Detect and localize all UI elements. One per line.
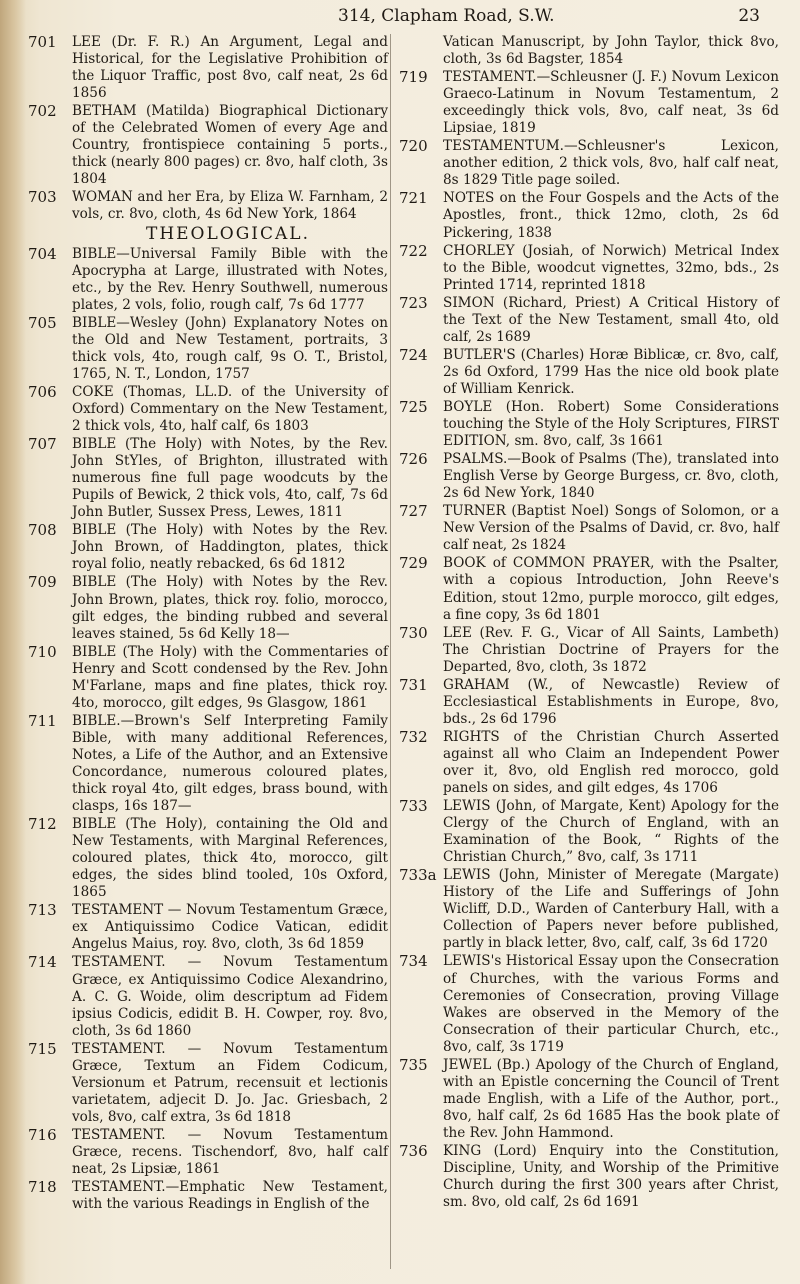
catalogue-entry — [28, 34, 388, 102]
catalogue-entry — [399, 451, 779, 502]
catalogue-entry — [28, 189, 388, 223]
entry-number: 701 — [28, 33, 57, 51]
catalogue-entry — [399, 295, 779, 346]
entry-number: 706 — [28, 382, 57, 401]
entry-number: 726 — [399, 450, 428, 469]
catalogue-entry — [399, 69, 779, 137]
catalogue-entry — [399, 1143, 779, 1211]
entry-text: Vatican Manuscript, by John Taylor, thick 8vo, cloth, 3s 6d Bagster, 1854 — [443, 34, 779, 68]
catalogue-entry — [28, 1041, 388, 1126]
left-column — [28, 34, 388, 1214]
entry-text: BETHAM (Matilda) Biographical Dictionary of the Celebrated Women of every Age and Country, frontispiece containing 5 ports., thick (nearly 800 pages) cr. 8vo, half cloth, 3s 1804 — [72, 103, 388, 188]
entry-text: TESTAMENT.—Emphatic New Testament, with the various Readings in English of the — [72, 1179, 388, 1213]
catalogue-entry — [28, 954, 388, 1039]
entry-number: 733 — [399, 797, 428, 816]
entry-number: 719 — [399, 68, 428, 87]
catalogue-entry — [399, 1057, 779, 1142]
entry-text: TESTAMENT. — Novum Testamentum Græce, Textum an Fidem Codicum, Versionum et Patrum, recensuit et lectionis varietatem, adjecit D. Jo. Jac. Griesbach, 2 vols, 8vo, calf extra, 3s 6d 1818 — [72, 1040, 388, 1125]
entry-number: 713 — [28, 901, 57, 920]
entry-number: 731 — [399, 675, 428, 694]
entry-number: 724 — [399, 345, 428, 364]
entry-number: 714 — [28, 953, 57, 972]
catalogue-entry — [399, 138, 779, 189]
entry-number: 735 — [399, 1055, 428, 1074]
entry-text: LEWIS (John, Minister of Meregate (Margate) History of the Life and Sufferings of John Wicliff, D.D., Warden of Canterbury Hall, with a Collection of Papers never before published, partly in black letter, 8vo, calf, calf, 3s 6d 1720 — [443, 867, 779, 952]
entry-text: BIBLE—Wesley (John) Explanatory Notes on the Old and New Testament, portraits, 3 thick vols, 4to, rough calf, 9s O. T., Bristol, 1765, N. T., London, 1757 — [72, 314, 388, 382]
catalogue-entry — [399, 243, 779, 294]
entry-number: 704 — [28, 244, 57, 263]
entry-text: LEE (Dr. F. R.) An Argument, Legal and Historical, for the Legislative Prohibition of the Liquor Traffic, post 8vo, calf neat, 2s 6d 1856 — [72, 34, 388, 102]
right-column — [399, 34, 779, 1212]
catalogue-entry — [399, 867, 779, 952]
entry-text: COKE (Thomas, LL.D. of the University of Oxford) Commentary on the New Testament, 2 thick vols, 4to, half calf, 6s 1803 — [72, 383, 388, 435]
entry-number: 733a — [399, 866, 437, 885]
entry-number: 723 — [399, 293, 428, 312]
catalogue-entry — [28, 246, 388, 314]
entry-text: WOMAN and her Era, by Eliza W. Farnham, 2 vols, cr. 8vo, cloth, 4s 6d New York, 1864 — [72, 189, 388, 223]
catalogue-entry — [399, 347, 779, 398]
catalogue-entry — [399, 729, 779, 797]
catalogue-entry — [28, 713, 388, 815]
catalogue-entry — [28, 644, 388, 712]
catalogue-entry — [399, 190, 779, 241]
catalogue-entry — [28, 816, 388, 901]
entry-text: BIBLE (The Holy), containing the Old and New Testaments, with Marginal References, coloured plates, thick 4to, morocco, gilt edges, the sides blind tooled, 10s Oxford, 1865 — [72, 816, 388, 901]
page-number: 23 — [738, 6, 760, 26]
catalogue-entry — [28, 522, 388, 573]
entry-text: BIBLE—Universal Family Bible with the Apocrypha at Large, illustrated with Notes, etc., by the Rev. Henry Southwell, numerous plates, 2 vols, folio, rough calf, 7s 6d 1777 — [72, 245, 388, 313]
catalogue-entry — [28, 1127, 388, 1178]
entry-text: TESTAMENTUM.—Schleusner's Lexicon, another edition, 2 thick vols, 8vo, half calf neat, 8s 1829 Title page soiled. — [443, 138, 779, 189]
entry-text: TESTAMENT.—Schleusner (J. F.) Novum Lexicon Graeco-Latinum in Novum Testamentum, 2 exceedingly thick vols, 8vo, calf neat, 3s 6d Lipsiae, 1819 — [443, 69, 779, 137]
entry-number: 715 — [28, 1039, 57, 1058]
catalogue-entry — [28, 902, 388, 953]
page-header — [60, 6, 760, 32]
entry-text: LEWIS (John, of Margate, Kent) Apology for the Clergy of the Church of England, with an Examination of the Book, “ Rights of the Christian Church,” 8vo, calf, 3s 1711 — [443, 798, 779, 866]
header-address: 314, Clapham Road, S.W. — [338, 6, 555, 26]
entry-number: 736 — [399, 1142, 428, 1160]
column-divider — [390, 34, 391, 1269]
catalogue-entry — [399, 399, 779, 450]
entry-number: 702 — [28, 102, 57, 121]
entry-text: TURNER (Baptist Noel) Songs of Solomon, or a New Version of the Psalms of David, cr. 8vo, half calf neat, 2s 1824 — [443, 503, 779, 554]
entry-number: 708 — [28, 521, 57, 540]
entry-text: CHORLEY (Josiah, of Norwich) Metrical Index to the Bible, woodcut vignettes, 32mo, bds., 2s Printed 1714, reprinted 1818 — [443, 242, 779, 293]
entry-number: 725 — [399, 397, 428, 416]
section-heading: THEOLOGICAL. — [145, 223, 310, 244]
entry-number: 720 — [399, 137, 428, 156]
entry-number: 710 — [28, 642, 57, 661]
entry-number: 711 — [28, 711, 57, 730]
catalogue-entry — [28, 315, 388, 383]
catalogue-entry — [399, 677, 779, 728]
entry-text: SIMON (Richard, Priest) A Critical History of the Text of the New Testament, small 4to, old calf, 2s 1689 — [443, 294, 779, 345]
catalogue-entry — [399, 625, 779, 676]
catalogue-entry — [399, 798, 779, 866]
entry-number: 705 — [28, 313, 57, 332]
entry-number: 716 — [28, 1125, 57, 1144]
catalogue-entry — [28, 574, 388, 642]
entry-text: JEWEL (Bp.) Apology of the Church of England, with an Epistle concerning the Council of Trent made English, with a Life of the Author, port., 8vo, half calf, 2s 6d 1685 Has the book plate of the Rev. John Hammond. — [443, 1056, 779, 1141]
entry-number: 730 — [399, 623, 428, 642]
entry-text: BIBLE (The Holy) with Notes by the Rev. John Brown, of Haddington, plates, thick royal folio, neatly rebacked, 6s 6d 1812 — [72, 522, 388, 573]
entry-text: BIBLE (The Holy) with the Commentaries of Henry and Scott condensed by the Rev. John M'Farlane, maps and fine plates, thick roy. 4to, morocco, gilt edges, 9s Glasgow, 1861 — [72, 643, 388, 711]
catalogue-entry — [399, 953, 779, 1055]
entry-number: 722 — [399, 241, 428, 260]
entry-number: 727 — [399, 502, 428, 521]
entry-text: TESTAMENT. — Novum Testamentum Græce, ex Antiquissimo Codice Alexandrino, A. C. G. Woide, olim descriptum ad Fidem ipsius Codicis, edidit B. H. Cowper, roy. 8vo, cloth, 3s 6d 1860 — [72, 954, 388, 1039]
entry-text: PSALMS.—Book of Psalms (The), translated into English Verse by George Burgess, cr. 8vo, cloth, 2s 6d New York, 1840 — [443, 451, 779, 502]
entry-number: 703 — [28, 188, 57, 207]
entry-text: BUTLER'S (Charles) Horæ Biblicæ, cr. 8vo, calf, 2s 6d Oxford, 1799 Has the nice old book plate of William Kenrick. — [443, 346, 779, 397]
entry-number: 707 — [28, 435, 57, 454]
entry-text: BIBLE (The Holy) with Notes by the Rev. John Brown, plates, thick roy. folio, morocco, gilt edges, the binding rubbed and several leaves stained, 5s 6d Kelly 18— — [72, 574, 388, 642]
entry-number: 732 — [399, 727, 428, 746]
entry-text: TESTAMENT — Novum Testamentum Græce, ex Antiquissimo Codice Vatican, edidit Angelus Maius, roy. 8vo, cloth, 3s 6d 1859 — [72, 902, 388, 953]
entry-text: NOTES on the Four Gospels and the Acts of the Apostles, front., thick 12mo, cloth, 2s 6d Pickering, 1838 — [443, 190, 779, 241]
catalogue-entry — [399, 34, 779, 68]
entry-number: 729 — [399, 554, 428, 573]
catalogue-entry — [399, 555, 779, 623]
page-edge — [0, 0, 26, 1284]
entry-number: 718 — [28, 1178, 57, 1197]
entry-text: BIBLE.—Brown's Self Interpreting Family Bible, with many additional References, Notes, a Life of the Author, and an Extensive Concordance, numerous coloured plates, thick royal 4to, gilt edges, brass bound, with clasps, 16s 187— — [72, 712, 388, 815]
catalogue-entry — [28, 436, 388, 521]
entry-number: 721 — [399, 189, 428, 208]
entry-text: KING (Lord) Enquiry into the Constitution, Discipline, Unity, and Worship of the Primitive Church during the first 300 years after Christ, sm. 8vo, old calf, 2s 6d 1691 — [443, 1143, 779, 1211]
entry-text: TESTAMENT. — Novum Testamentum Græce, recens. Tischendorf, 8vo, half calf neat, 2s Lipsiæ, 1861 — [72, 1126, 388, 1178]
catalogue-entry — [399, 503, 779, 554]
entry-text: BOOK of COMMON PRAYER, with the Psalter, with a copious Introduction, John Reeve's Edition, stout 12mo, purple morocco, gilt edges, a fine copy, 3s 6d 1801 — [443, 555, 779, 623]
entry-text: BOYLE (Hon. Robert) Some Considerations touching the Style of the Holy Scriptures, FIRST EDITION, sm. 8vo, calf, 3s 1661 — [443, 398, 779, 450]
entry-text: RIGHTS of the Christian Church Asserted against all who Claim an Independent Power over it, 8vo, old English red morocco, gold panels on sides, and gilt edges, 4s 1706 — [443, 728, 779, 797]
entry-number: 709 — [28, 573, 57, 592]
entry-text: GRAHAM (W., of Newcastle) Review of Ecclesiastical Establishments in Europe, 8vo, bds., 2s 6d 1796 — [443, 676, 779, 727]
entry-number: 712 — [28, 815, 57, 834]
entry-text: BIBLE (The Holy) with Notes, by the Rev. John StYles, of Brighton, illustrated with numerous fine full page woodcuts by the Pupils of Bewick, 2 thick vols, 4to, calf, 7s 6d John Butler, Sussex Press, Lewes, 1811 — [72, 436, 388, 521]
catalogue-entry — [28, 1179, 388, 1213]
entry-text: LEE (Rev. F. G., Vicar of All Saints, Lambeth) The Christian Doctrine of Prayers for the Departed, 8vo, cloth, 3s 1872 — [443, 624, 779, 675]
entry-number: 734 — [399, 952, 428, 971]
catalogue-entry — [28, 103, 388, 188]
catalogue-entry — [28, 384, 388, 435]
entry-text: LEWIS's Historical Essay upon the Consecration of Churches, with the various Forms and Ceremonies of Consecration, proving Village Wakes are observed in the Memory of the Consecration of their particular Church, etc., 8vo, calf, 3s 1719 — [443, 953, 779, 1055]
